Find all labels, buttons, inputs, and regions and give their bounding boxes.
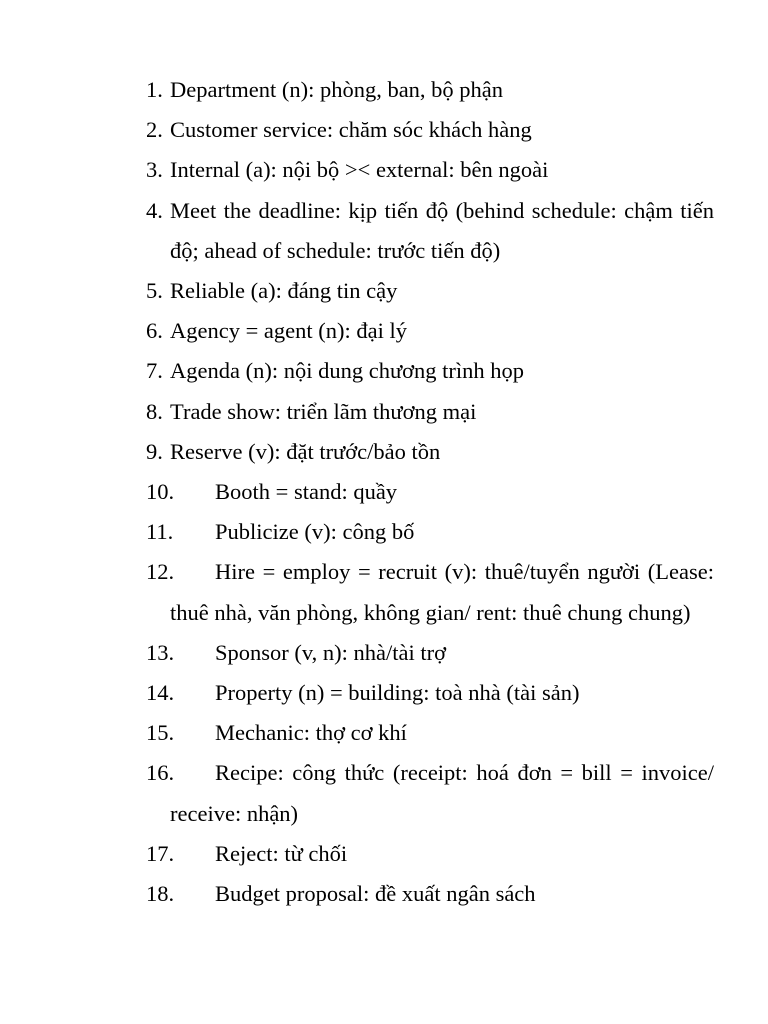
item-number: 9. — [146, 438, 163, 464]
item-number: 8. — [146, 398, 163, 424]
list-item — [146, 673, 714, 713]
item-text: Reliable (a): đáng tin cậy — [170, 278, 398, 304]
item-number: 12. — [146, 559, 175, 585]
list-item — [146, 834, 714, 874]
item-text: Publicize (v): công bố — [215, 519, 415, 545]
item-text: Sponsor (v, n): nhà/tài trợ — [215, 639, 447, 665]
item-number: 2. — [146, 117, 163, 143]
item-number: 18. — [146, 881, 175, 907]
list-item — [146, 874, 714, 914]
item-text: Internal (a): nội bộ >< external: bên ngoài — [170, 157, 549, 183]
list-item — [146, 713, 714, 753]
item-number: 3. — [146, 157, 163, 183]
list-item — [146, 472, 714, 512]
item-number: 17. — [146, 840, 175, 866]
item-text: Hire = employ = recruit (v): thuê/tuyển người (Lease: thuê nhà, văn phòng, không gian/ rent: thuê chung chung) — [170, 559, 714, 625]
list-item — [146, 552, 714, 632]
item-number: 4. — [146, 197, 163, 223]
list-item — [146, 351, 714, 391]
item-text: Budget proposal: đề xuất ngân sách — [215, 881, 536, 907]
list-item — [146, 512, 714, 552]
item-number: 6. — [146, 318, 163, 344]
item-number: 16. — [146, 760, 175, 786]
item-number: 7. — [146, 358, 163, 384]
list-item — [146, 70, 714, 110]
list-item — [146, 191, 714, 271]
list-item — [146, 150, 714, 190]
item-text: Meet the deadline: kịp tiến độ (behind schedule: chậm tiến độ; ahead of schedule: trước tiến độ) — [170, 197, 714, 263]
item-number: 11. — [146, 519, 174, 545]
item-number: 1. — [146, 77, 163, 102]
item-text: Department (n): phòng, ban, bộ phận — [170, 77, 504, 102]
item-text: Recipe: công thức (receipt: hoá đơn = bill = invoice/ receive: nhận) — [170, 760, 714, 826]
item-text: Mechanic: thợ cơ khí — [215, 720, 407, 746]
list-item — [146, 110, 714, 150]
item-text: Property (n) = building: toà nhà (tài sản) — [215, 680, 580, 706]
vocabulary-list — [146, 70, 714, 914]
item-text: Booth = stand: quầy — [215, 479, 398, 505]
item-text: Agency = agent (n): đại lý — [170, 318, 407, 344]
list-item — [146, 753, 714, 833]
item-number: 5. — [146, 278, 163, 304]
item-number: 13. — [146, 639, 175, 665]
list-item — [146, 392, 714, 432]
item-text: Trade show: triển lãm thương mại — [170, 398, 477, 424]
item-text: Reserve (v): đặt trước/bảo tồn — [170, 438, 441, 464]
item-number: 15. — [146, 720, 175, 746]
item-number: 10. — [146, 479, 175, 505]
item-text: Reject: từ chối — [215, 840, 348, 866]
list-item — [146, 432, 714, 472]
list-item — [146, 311, 714, 351]
item-text: Agenda (n): nội dung chương trình họp — [170, 358, 525, 384]
list-item — [146, 271, 714, 311]
list-item — [146, 633, 714, 673]
item-text: Customer service: chăm sóc khách hàng — [170, 117, 532, 143]
item-number: 14. — [146, 680, 175, 706]
